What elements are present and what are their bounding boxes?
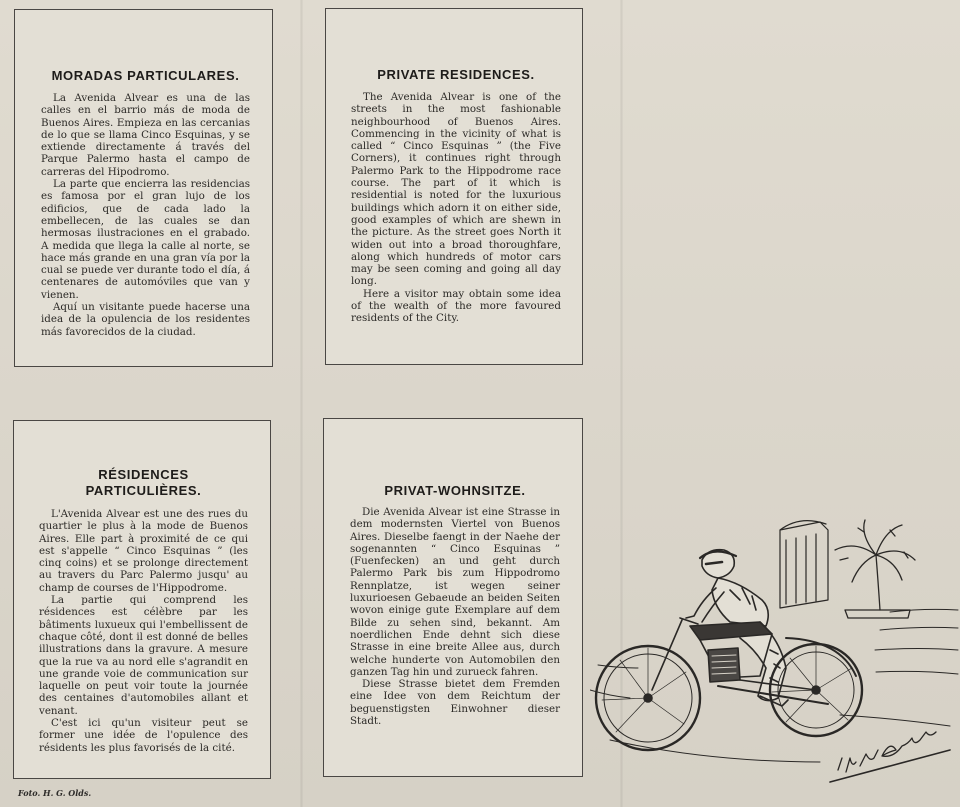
box-paragraph: Diese Strasse bietet dem Fremden eine Idee von dem Reichtum der beguenstigsten Einwohner dieser Stadt.	[350, 678, 560, 728]
box-title-line: RÉSIDENCES	[98, 467, 189, 482]
box-paragraph: L'Avenida Alvear est une des rues du quartier le plus à la mode de Buenos Aires. Elle part à proximité de ce qui est s'appelle “ Cinco Esquinas ” (les cinq coins) et se prolonge directement au travers du Parc Palermo jusqu' au champ de courses de l'Hippodrome.	[39, 508, 248, 594]
text-box-french	[13, 420, 271, 779]
paper-fold	[300, 0, 303, 807]
box-title: PRIVAT-WOHNSITZE.	[384, 483, 526, 498]
photo-credit: Foto. H. G. Olds.	[18, 788, 92, 798]
text-box-english	[325, 8, 583, 365]
box-paragraph: Die Avenida Alvear ist eine Strasse in dem modernsten Viertel von Buenos Aires. Dieselbe faengt in der Naehe der sogenannten “ Cinco Esquinas ” (Fuenfecken) an und geht durch Palermo Park bis zum Hippodromo Rennplatze, ist wegen seiner luxurioesen Gebaeude an beiden Seiten wovon einige gute Exemplare auf dem Bilde zu sehen sind, bekannt. Am noerdlichen Ende dehnt sich diese Strasse in eine breite Allee aus, durch welche hunderte von Automobilen den ganzen Tag hin und zurueck fahren.	[350, 506, 560, 678]
palm-tree	[835, 520, 915, 618]
box-title-line: PARTICULIÈRES.	[85, 483, 202, 498]
box-paragraph: Here a visitor may obtain some idea of the wealth of the more favoured residents of the City.	[351, 287, 561, 325]
box-paragraph: C'est ici qu'un visiteur peut se former une idée de l'opulence des résidents les plus favorisés de la cité.	[39, 717, 248, 754]
box-paragraph: La parte que encierra las residencias es famosa por el gran lujo de los edificios, que de cada lado la embellecen, de las cuales se dan hermosas ilustraciones en el grabado. A medida que llega la calle al norte, se hace más grande en una gran vía por la cual se puede ver durante todo el día, á centenares de automóviles que van y vienen.	[41, 178, 250, 301]
motorcyclist-illustration	[590, 500, 960, 800]
box-paragraph: La Avenida Alvear es una de las calles en el barrio más de moda de Buenos Aires. Empieza en las cercanias de lo que se llama Cinco Esquinas, y se extiende directamente á través del Parque Palermo hasta el campo de carreras del Hipodromo.	[41, 92, 250, 178]
motorcycle	[596, 618, 862, 750]
box-title: PRIVATE RESIDENCES.	[377, 67, 535, 82]
text-box-german	[323, 418, 583, 777]
box-paragraph: The Avenida Alvear is one of the streets in the most fashionable neighbourhood of Buenos Aires. Commencing in the vicinity of what is called “ Cinco Esquinas ” (the Five Corners), it continues right through Palermo Park to the Hippodrome race course. The part of it which is residential is noted for the luxurious buildings which adorn it on either side, good examples of which are shewn in the picture. As the street goes North it widen out into a broad thoroughfare, along which hundreds of motor cars may be seen coming and going all day long.	[351, 91, 561, 288]
box-paragraph: La partie qui comprend les résidences est célèbre par les bâtiments luxueux qui l'embellissent de chaque côté, dont il est donné de belles illustrations dans la gravure. A mesure que la rue va au nord elle s'agrandit en une grande voie de communication sur laquelle on peut voir toute la journée des centaines d'automobiles allant et venant.	[39, 594, 248, 717]
box-paragraph: Aquí un visitante puede hacerse una idea de la opulencia de los residentes más favorecidos de la ciudad.	[41, 301, 250, 338]
background-building	[780, 521, 828, 608]
artist-signature	[830, 732, 950, 782]
box-title: MORADAS PARTICULARES.	[51, 68, 240, 83]
box-title	[39, 467, 248, 499]
text-box-spanish	[14, 9, 273, 367]
